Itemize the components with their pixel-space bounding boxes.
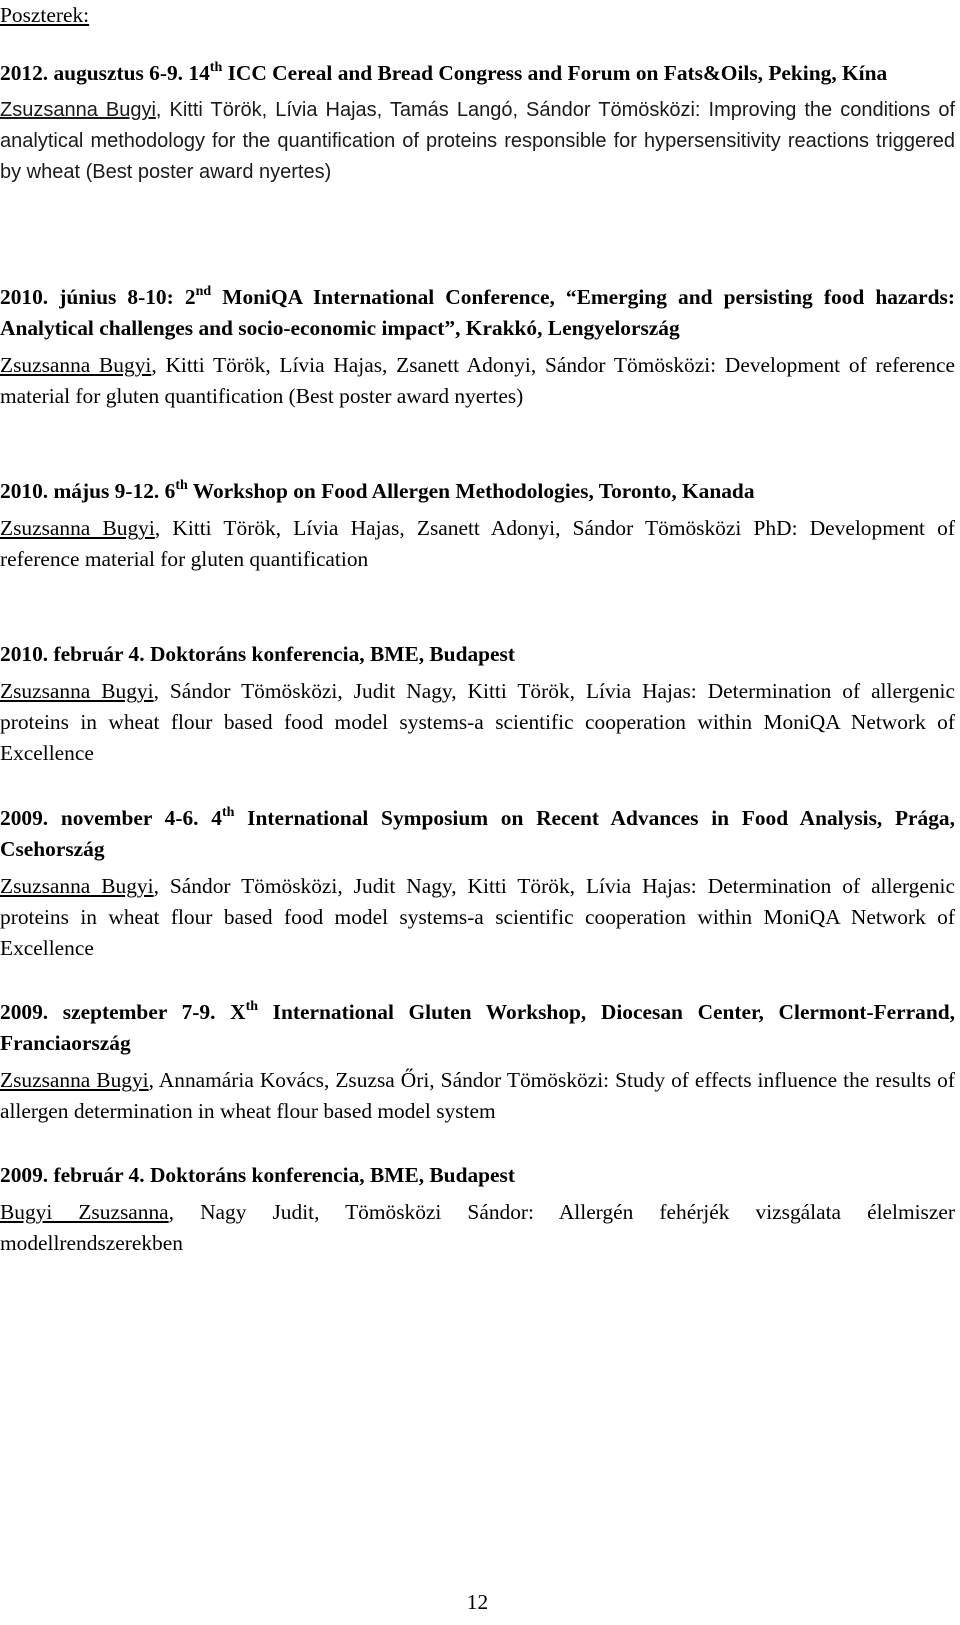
entry-citation: [0, 350, 955, 412]
poster-entry: [0, 997, 955, 1127]
entry-heading: [0, 58, 955, 89]
entry-heading: [0, 803, 955, 865]
entry-ordinal: 2: [184, 285, 196, 309]
entry-ordinal-suffix: nd: [195, 284, 212, 299]
entry-authors-title: , Annamária Kovács, Zsuzsa Őri, Sándor Tömösközi: Study of effects influence the results of allergen determination in wheat flour based model system: [0, 1068, 955, 1123]
entry-event: Doktoráns konferencia, BME, Budapest: [149, 1163, 515, 1187]
poster-entry: [0, 1160, 955, 1259]
entry-first-author: Zsuzsanna Bugyi: [0, 679, 154, 703]
entry-heading: [0, 476, 955, 507]
section-title: Poszterek:: [0, 3, 90, 27]
entry-citation: [0, 1065, 955, 1127]
page-number: 12: [466, 1590, 489, 1614]
entry-citation: [0, 95, 955, 188]
entry-event: ICC Cereal and Bread Congress and Forum on Fats&Oils, Peking, Kína: [227, 61, 888, 85]
entry-citation: [0, 513, 955, 575]
entry-first-author: Zsuzsanna Bugyi: [0, 99, 156, 121]
entry-date: 2009. február 4.: [0, 1163, 145, 1187]
entry-ordinal-suffix: th: [221, 805, 235, 820]
entry-event: Workshop on Food Allergen Methodologies, Toronto, Kanada: [192, 479, 755, 503]
entry-heading: [0, 282, 955, 344]
entry-citation: [0, 676, 955, 769]
entry-authors-title: , Sándor Tömösközi, Judit Nagy, Kitti Török, Lívia Hajas: Determination of allergenic proteins in wheat flour based food model systems-a scientific cooperation within MoniQA Network of Excellence: [0, 679, 955, 765]
entry-date: 2010. június 8-10:: [0, 285, 174, 309]
entry-heading: [0, 997, 955, 1059]
entry-date: 2010. február 4.: [0, 642, 145, 666]
poster-entry: [0, 58, 955, 188]
entry-first-author: Zsuzsanna Bugyi: [0, 353, 152, 377]
entry-first-author: Zsuzsanna Bugyi: [0, 1068, 149, 1092]
entry-first-author: Bugyi Zsuzsanna: [0, 1200, 169, 1224]
entry-date: 2009. november 4-6.: [0, 806, 199, 830]
entry-citation: [0, 1197, 955, 1259]
entry-ordinal: 14: [188, 61, 210, 85]
entry-heading: [0, 1160, 955, 1191]
entry-first-author: Zsuzsanna Bugyi: [0, 516, 155, 540]
entry-ordinal: X: [230, 1000, 246, 1024]
entry-event: International Gluten Workshop, Diocesan Center, Clermont-Ferrand, Franciaország: [0, 1000, 955, 1055]
poster-entry: [0, 639, 955, 769]
entry-ordinal-suffix: th: [245, 999, 259, 1014]
entry-authors-title: , Kitti Török, Lívia Hajas, Zsanett Adonyi, Sándor Tömösközi PhD: Development of reference material for gluten quantification: [0, 516, 955, 571]
entry-ordinal: 4: [211, 806, 222, 830]
entry-ordinal-suffix: th: [175, 478, 188, 493]
entry-date: 2010. május 9-12.: [0, 479, 160, 503]
entry-event: International Symposium on Recent Advances in Food Analysis, Prága, Csehország: [0, 806, 955, 861]
entry-first-author: Zsuzsanna Bugyi: [0, 874, 154, 898]
poster-entry: [0, 282, 955, 412]
entry-date: 2009. szeptember 7-9.: [0, 1000, 216, 1024]
entry-event: MoniQA International Conference, “Emerging and persisting food hazards: Analytical challenges and socio-economic impact”, Krakkó, Lengyelország: [0, 285, 955, 340]
entry-heading: [0, 639, 955, 670]
entry-event: Doktoráns konferencia, BME, Budapest: [149, 642, 515, 666]
entry-ordinal: 6: [164, 479, 176, 503]
poster-entry: [0, 803, 955, 964]
entry-date: 2012. augusztus 6-9.: [0, 61, 184, 85]
entry-authors-title: , Nagy Judit, Tömösközi Sándor: Allergén fehérjék vizsgálata élelmiszer modellrendszerekben: [0, 1200, 955, 1255]
entry-authors-title: , Sándor Tömösközi, Judit Nagy, Kitti Török, Lívia Hajas: Determination of allergenic proteins in wheat flour based food model systems-a scientific cooperation within MoniQA Network of Excellence: [0, 874, 955, 960]
entry-ordinal-suffix: th: [209, 60, 223, 75]
entry-authors-title: , Kitti Török, Lívia Hajas, Zsanett Adonyi, Sándor Tömösközi: Development of reference material for gluten quantification (Best poster award nyertes): [0, 353, 955, 408]
entry-citation: [0, 871, 955, 964]
poster-entry: [0, 476, 955, 575]
entry-authors-title: , Kitti Török, Lívia Hajas, Tamás Langó, Sándor Tömösközi: Improving the conditions of analytical methodology for the quantification of proteins responsible for hypersensitivity reactions triggered by wheat (Best poster award nyertes): [0, 99, 955, 183]
